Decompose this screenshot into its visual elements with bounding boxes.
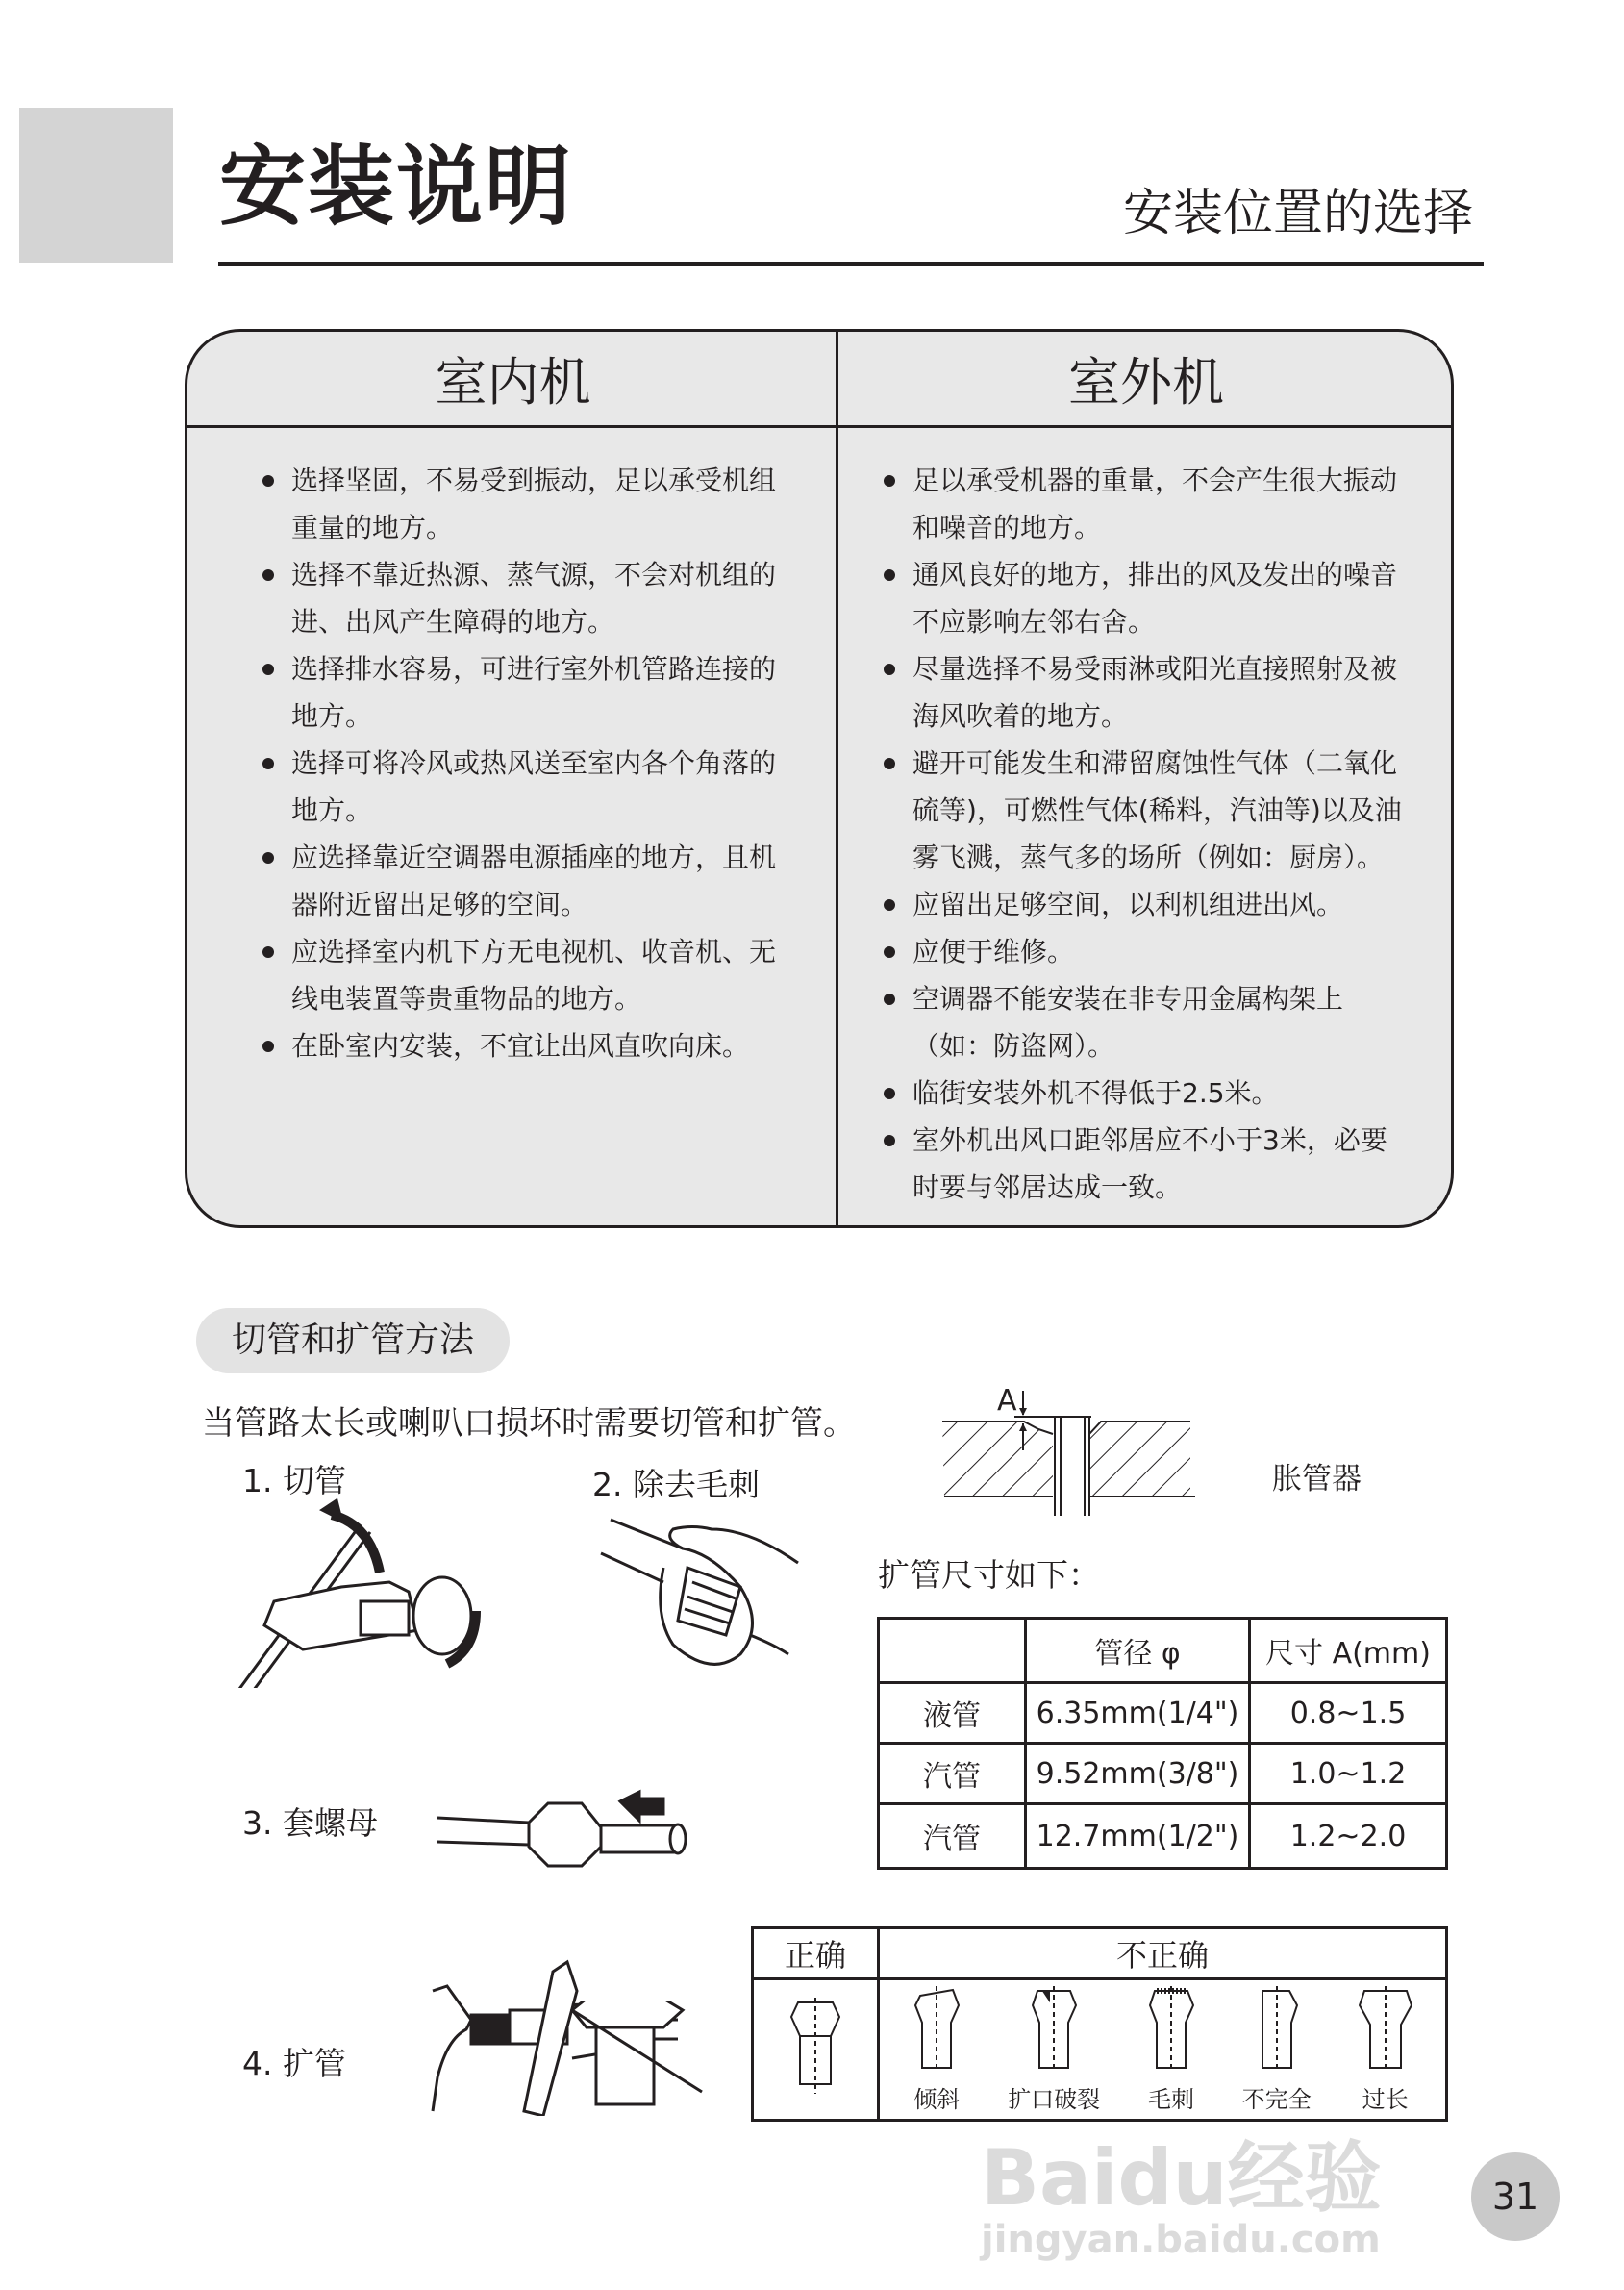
indoor-heading: 室内机: [187, 332, 838, 428]
list-item: 足以承受机器的重量，不会产生很大振动和噪音的地方。: [884, 457, 1412, 551]
flaring-diagram: [937, 1381, 1216, 1535]
step-1-label: 1. 切管: [242, 1462, 346, 1499]
section-subtitle: 安装位置的选择: [1122, 185, 1473, 242]
list-item: 应便于维修。: [884, 928, 1412, 975]
burr-flare-icon: [1147, 1986, 1195, 2073]
table-cell: 6.35mm(1/4"): [1026, 1683, 1250, 1744]
table-cell: 液管: [879, 1683, 1026, 1744]
chapter-tab-block: [19, 108, 173, 263]
defect-label: 不完全: [1241, 2085, 1312, 2113]
cracked-flare-icon: [1030, 1986, 1078, 2073]
list-item: 通风良好的地方，排出的风及发出的噪音不应影响左邻右舍。: [884, 551, 1412, 645]
list-item: 选择可将冷风或热风送至室内各个角落的地方。: [262, 740, 787, 834]
flare-nut-illustration: [433, 1789, 692, 1895]
tool-label: 胀管器: [1272, 1462, 1362, 1497]
incorrect-heading: 不正确: [879, 1928, 1447, 1979]
table-row: [879, 1744, 1447, 1804]
defect-label: 毛刺: [1147, 2085, 1194, 2113]
step-2-label: 2. 除去毛刺: [592, 1466, 760, 1503]
page-number: 31: [1471, 2152, 1560, 2241]
dimension-a-label: A: [997, 1384, 1017, 1418]
list-item: 避开可能发生和滞留腐蚀性气体（二氧化硫等)，可燃性气体(稀料，汽油等)以及油雾飞溅，蒸气多的场所（例如：厨房）。: [884, 740, 1412, 881]
header-cell: 尺寸 A(mm): [1250, 1619, 1447, 1683]
table-cell: 0.8~1.5: [1250, 1683, 1447, 1744]
defect-label: 倾斜: [913, 2085, 961, 2113]
tilted-flare-icon: [912, 1986, 961, 2073]
list-item: 应留出足够空间，以利机组进出风。: [884, 881, 1412, 928]
correct-heading: 正确: [753, 1928, 879, 1979]
table-header-row: [879, 1619, 1447, 1683]
header-cell: 管径 φ: [1026, 1619, 1250, 1683]
header-cell: [879, 1619, 1026, 1683]
deburring-illustration: [596, 1510, 808, 1673]
list-item: 应选择靠近空调器电源插座的地方，且机器附近留出足够的空间。: [262, 834, 787, 928]
table-cell: 1.0~1.2: [1250, 1744, 1447, 1804]
intro-text: 当管路太长或喇叭口损坏时需要切管和扩管。: [202, 1404, 856, 1443]
defect-cracked: [1008, 1986, 1100, 2114]
list-item: 选择坚固，不易受到振动，足以承受机组重量的地方。: [262, 457, 787, 551]
step-4-label: 4. 扩管: [242, 2045, 346, 2082]
incorrect-flares-cell: [879, 1979, 1447, 2121]
table-row: [879, 1804, 1447, 1869]
correct-flare-cell: [753, 1979, 879, 2121]
table-cell: 汽管: [879, 1744, 1026, 1804]
list-item: 室外机出风口距邻居应不小于3米，必要时要与邻居达成一致。: [884, 1117, 1412, 1211]
flare-cone-illustration: [567, 2001, 712, 2116]
location-table: [185, 329, 1454, 1228]
step-3-label: 3. 套螺母: [242, 1804, 378, 1842]
list-item: 空调器不能安装在非专用金属构架上（如：防盗网）。: [884, 975, 1412, 1070]
column-divider: [836, 332, 838, 1225]
table-cell: 12.7mm(1/2"): [1026, 1804, 1250, 1869]
indoor-list: [262, 457, 787, 1070]
defect-tilted: [912, 1986, 961, 2114]
list-item: 选择不靠近热源、蒸气源，不会对机组的进、出风产生障碍的地方。: [262, 551, 787, 645]
list-item: 在卧室内安装，不宜让出风直吹向床。: [262, 1022, 787, 1070]
list-item: 临街安装外机不得低于2.5米。: [884, 1070, 1412, 1117]
correct-flare-icon: [787, 1998, 844, 2094]
list-item: 选择排水容易，可进行室外机管路连接的地方。: [262, 645, 787, 740]
table-cell: 汽管: [879, 1804, 1026, 1869]
section-heading-pill: 切管和扩管方法: [196, 1308, 510, 1373]
table-cell: 9.52mm(3/8"): [1026, 1744, 1250, 1804]
size-caption: 扩管尺寸如下：: [878, 1556, 1100, 1594]
title-divider: [218, 262, 1484, 266]
defect-burr: [1147, 1986, 1195, 2114]
outdoor-heading: 室外机: [836, 332, 1454, 428]
defect-incomplete: [1242, 1986, 1312, 2114]
list-item: 尽量选择不易受雨淋或阳光直接照射及被海风吹着的地方。: [884, 645, 1412, 740]
baidu-watermark: Baidu经验 jingyan.baidu.com: [981, 2133, 1382, 2262]
pipe-cutter-illustration: [216, 1496, 505, 1688]
table-row: [879, 1683, 1447, 1744]
list-item: 应选择室内机下方无电视机、收音机、无线电装置等贵重物品的地方。: [262, 928, 787, 1022]
defect-too-long: [1359, 1986, 1412, 2114]
flare-size-table: [877, 1617, 1448, 1870]
incomplete-flare-icon: [1253, 1986, 1301, 2073]
defect-label: 扩口破裂: [1008, 2085, 1101, 2113]
flare-check-table: [751, 1926, 1448, 2122]
table-cell: 1.2~2.0: [1250, 1804, 1447, 1869]
defect-label: 过长: [1362, 2085, 1409, 2113]
outdoor-list: [884, 457, 1412, 1211]
too-long-flare-icon: [1359, 1986, 1412, 2073]
page-title: 安装说明: [219, 137, 573, 238]
